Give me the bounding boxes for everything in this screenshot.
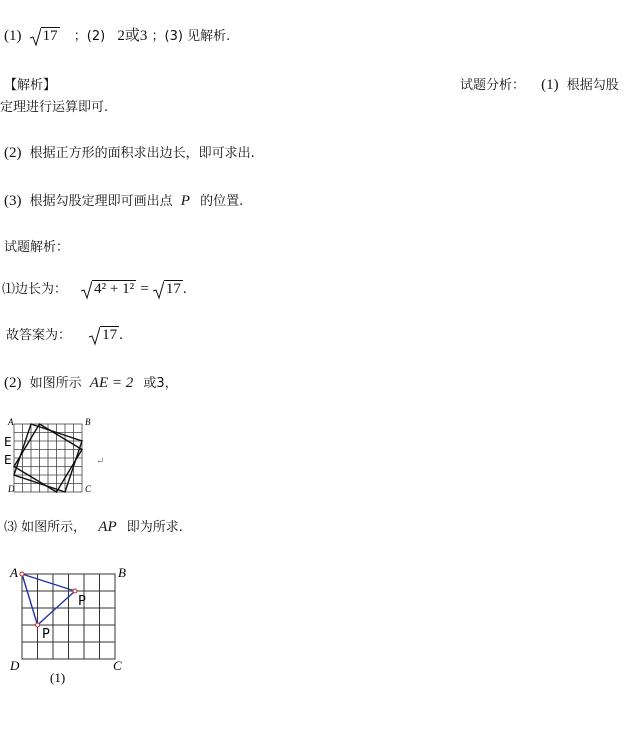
solution-header: 试题解析： [4,240,70,255]
analysis-text3a: 根据勾股定理即可画出点 [29,194,173,209]
figure2-segment-ap2 [22,574,38,625]
analysis-label: 试题分析： [460,78,526,93]
figure1-corner-b: B [85,417,91,427]
solution-step1b [6,324,123,344]
answer-part1-root: 17 [30,28,60,45]
analysis-text1: 根据勾股 [566,78,619,93]
figure2-point-a [20,572,24,576]
analysis-num2: (2) [4,145,22,161]
answer-part2: 2或3 [117,28,148,44]
solution-step1-root-b: 17 [153,281,183,298]
analysis-var-p: P [180,193,190,209]
figure2-label-p2: P [42,627,50,642]
solution-step1 [2,278,187,298]
figure1-corner-a: A [8,417,14,427]
solution-step2-expr: AE = 2 [89,375,134,391]
solution-step3 [4,516,183,536]
analysis-num1: (1) [541,77,559,93]
solution-step2-tail: 或3， [143,376,178,391]
radical-sign-icon [30,27,41,47]
figure2-corner-c: C [113,658,122,673]
figure2-caption: (1) [50,670,66,685]
analysis-point3 [4,190,243,210]
answer-sep1: ；(2) [73,29,106,44]
solution-step1-eq: = [140,281,149,297]
radical-sign-icon [89,326,100,346]
solution-step1b-label: 故答案为： [6,328,72,343]
figure2-label-p1: P [78,594,86,609]
analysis-num3: (3) [4,193,22,209]
analysis-text3b: 的位置. [200,194,244,209]
solution-step1-end: . [182,281,187,297]
analysis-point2 [4,142,255,162]
figure1-grid [14,424,82,492]
solution-step3-label: ⑶ 如图所示， [4,520,87,535]
answer-part3: 见解析. [187,29,231,44]
figure2-grid [22,574,115,659]
solution-step1-label: ⑴边长为： [2,282,68,297]
radical-sign-icon [153,280,164,300]
figure1-label-e-bottom: E [4,453,12,467]
solution-step1-root-a: 4² + 1² [81,281,136,298]
figure2-segment-ap1 [22,574,75,591]
figure2-point-p1 [73,589,77,593]
figure2-corner-d: D [10,658,20,673]
radical-sign-icon [81,280,92,300]
answer-part1-num: (1) [4,28,22,44]
return-mark-icon: ↵ [96,456,105,467]
solution-step1b-end: . [119,327,123,343]
analysis-header: 【解析】 [4,78,57,93]
analysis-right [460,74,619,94]
figure1-label-e-top: E [4,435,12,449]
figure2-corner-a: A [10,565,18,580]
analysis-text2: 根据正方形的面积求出边长，即可求出. [29,146,255,161]
figure-inscribed-squares [0,412,130,500]
figure2-point-p2 [36,623,40,627]
solution-step3-tail: 即为所求. [126,520,183,535]
answer-sep2: ；(3) [151,29,183,44]
analysis-continuation: 定理进行运算即可. [0,100,109,115]
solution-step1b-root: 17 [89,327,119,344]
solution-step3-expr: AP [98,519,117,535]
answer-line [4,24,230,45]
figure1-corner-c: C [85,484,92,494]
solution-step2-num: (2) [4,375,22,391]
figure1-corner-d: D [8,484,15,494]
figure-ap-construction [0,560,150,690]
figure2-corner-b: B [118,565,126,580]
solution-step2 [4,372,178,392]
solution-step2-text: 如图所示 [29,376,82,391]
